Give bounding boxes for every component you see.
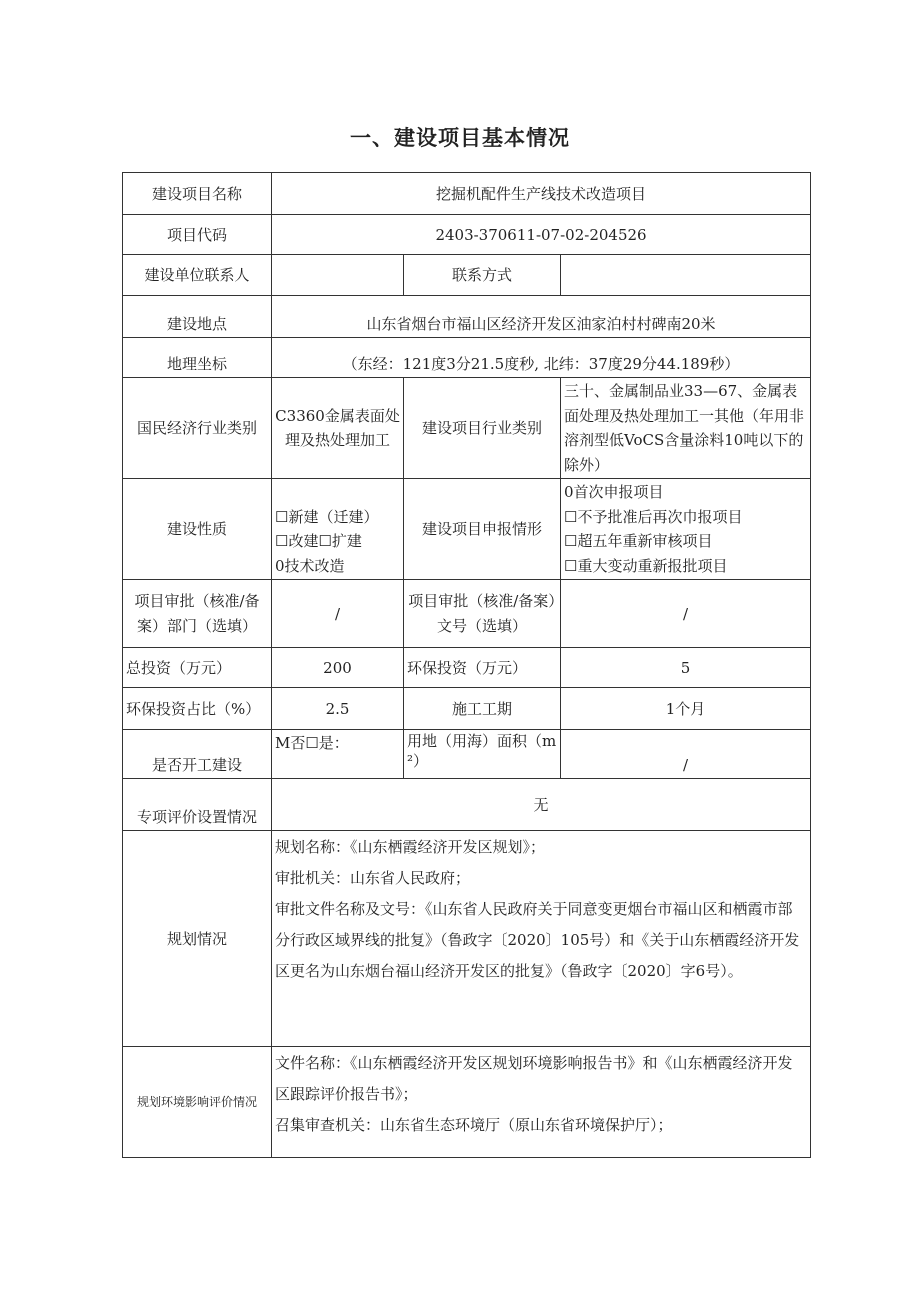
value-project-name: 挖掘机配件生产线技术改造项目 (272, 173, 811, 215)
declaration-option-five-year: ☐超五年重新审核项目 (564, 532, 713, 550)
value-location: 山东省烟台市福山区经济开发区油家泊村村碑南20米 (272, 296, 811, 338)
planning-eia-authority: 召集审查机关：山东省生态环境厅（原山东省环境保护厅）； (275, 1116, 673, 1134)
declaration-options (561, 479, 811, 580)
row-nature (123, 479, 811, 580)
row-started (123, 730, 811, 779)
value-land-area: / (561, 730, 811, 779)
value-project-industry: 三十、金属制品业33—67、金属表面处理及热处理加工一其他（年用非溶剂型低VoCS含量涂料10吨以下的除外） (561, 378, 811, 479)
row-ratio (123, 688, 811, 730)
row-location (123, 296, 811, 338)
value-planning-eia (272, 1047, 811, 1158)
row-industry (123, 378, 811, 479)
nature-option-rebuild-expand: ☐改建☐扩建 (275, 532, 362, 550)
row-project-name (123, 173, 811, 215)
label-industry: 国民经济行业类别 (123, 378, 272, 479)
row-coords (123, 338, 811, 378)
label-nature: 建设性质 (123, 479, 272, 580)
label-project-name: 建设项目名称 (123, 173, 272, 215)
planning-approval-docs: 审批文件名称及文号：《山东省人民政府关于同意变更烟台市福山区和栖霞市部分行政区域界线的批复》（鲁政字〔2020〕105号）和《关于山东栖霞经济开发区更名为山东烟台福山经济开发区的批复》（鲁政字〔2020〕字6号）。 (275, 900, 800, 980)
row-planning (123, 831, 811, 1047)
label-total-investment: 总投资（万元） (123, 648, 272, 688)
value-industry: C3360金属表面处理及热处理加工 (272, 378, 404, 479)
row-investment (123, 648, 811, 688)
value-project-code: 2403-370611-07-02-204526 (272, 215, 811, 255)
declaration-option-first: 0首次申报项目 (564, 483, 664, 501)
label-contact-method: 联系方式 (404, 255, 561, 296)
label-env-investment: 环保投资（万元） (404, 648, 561, 688)
row-contact (123, 255, 811, 296)
value-construction-period: 1个月 (561, 688, 811, 730)
value-started: M否☐是： (272, 730, 404, 779)
row-special-eval (123, 779, 811, 831)
value-approval-dept: / (272, 580, 404, 648)
label-approval-dept: 项目审批（核准/备案）部门（选填） (123, 580, 272, 648)
label-project-industry: 建设项目行业类别 (404, 378, 561, 479)
label-started: 是否开工建设 (123, 730, 272, 779)
label-land-area: 用地（用海）面积（m²） (404, 730, 561, 779)
value-coords: （东经：121度3分21.5度秒, 北纬：37度29分44.189秒） (272, 338, 811, 378)
nature-option-new: ☐新建（迁建） (275, 507, 379, 526)
planning-authority: 审批机关：山东省人民政府； (275, 869, 471, 887)
project-info-table (122, 172, 811, 1158)
label-special-eval: 专项评价设置情况 (123, 779, 272, 831)
planning-name: 规划名称：《山东栖霞经济开发区规划》； (275, 838, 546, 856)
value-approval-number: / (561, 580, 811, 648)
label-contact: 建设单位联系人 (123, 255, 272, 296)
nature-options (272, 479, 404, 580)
label-approval-number: 项目审批（核准/备案）文号（选填） (404, 580, 561, 648)
planning-eia-files: 文件名称：《山东栖霞经济开发区规划环境影响报告书》和《山东栖霞经济开发区跟踪评价报告书》； (275, 1054, 793, 1103)
value-contact-method (561, 255, 811, 296)
label-planning: 规划情况 (123, 831, 272, 1047)
label-coords: 地理坐标 (123, 338, 272, 378)
page-title: 一、建设项目基本情况 (350, 126, 570, 150)
value-env-ratio: 2.5 (272, 688, 404, 730)
label-env-ratio: 环保投资占比（%） (123, 688, 272, 730)
label-planning-eia: 规划环境影响评价情况 (123, 1047, 272, 1158)
declaration-option-resubmit: ☐不予批准后再次巾报项目 (564, 507, 743, 526)
value-special-eval: 无 (272, 779, 811, 831)
value-contact (272, 255, 404, 296)
value-total-investment: 200 (272, 648, 404, 688)
declaration-option-major-change: ☐重大变动重新报批项目 (564, 556, 728, 575)
label-declaration: 建设项目申报情形 (404, 479, 561, 580)
row-project-code (123, 215, 811, 255)
label-project-code: 项目代码 (123, 215, 272, 255)
nature-option-tech-upgrade: 0技术改造 (275, 556, 345, 575)
row-approval (123, 580, 811, 648)
label-construction-period: 施工工期 (404, 688, 561, 730)
value-planning (272, 831, 811, 1047)
row-planning-eia (123, 1047, 811, 1158)
value-env-investment: 5 (561, 648, 811, 688)
label-location: 建设地点 (123, 296, 272, 338)
